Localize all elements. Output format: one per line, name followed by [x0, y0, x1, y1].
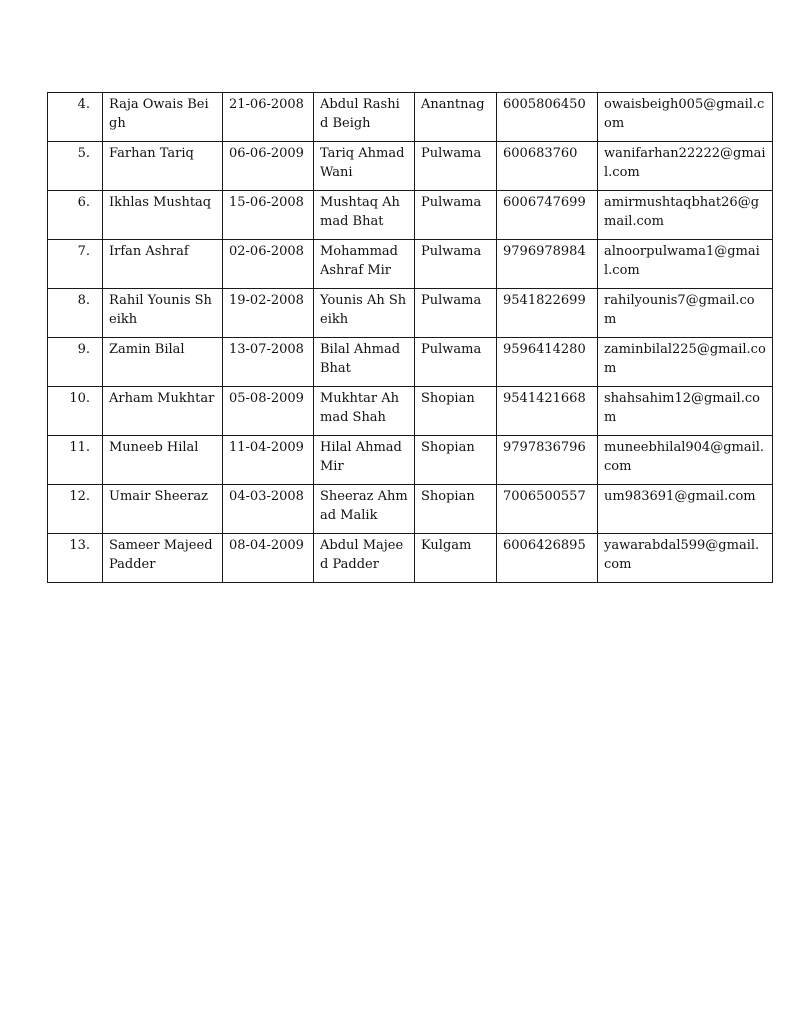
student-name-cell: Ikhlas Mushtaq: [103, 191, 223, 240]
father-name-cell: Bilal Ahmad Bhat: [314, 338, 415, 387]
email-cell: yawarabdal599@gmail.com: [598, 534, 773, 583]
date-of-birth-cell: 11-04-2009: [223, 436, 314, 485]
serial-number-cell: 9.: [48, 338, 103, 387]
date-of-birth-cell: 05-08-2009: [223, 387, 314, 436]
table-row: [48, 142, 773, 191]
father-name-cell: Mushtaq Ahmad Bhat: [314, 191, 415, 240]
phone-cell: 7006500557: [497, 485, 598, 534]
table-row: [48, 485, 773, 534]
table-row: [48, 289, 773, 338]
district-cell: Pulwama: [415, 338, 497, 387]
table-row: [48, 240, 773, 289]
student-name-cell: Muneeb Hilal: [103, 436, 223, 485]
student-name-cell: Arham Mukhtar: [103, 387, 223, 436]
serial-number-cell: 10.: [48, 387, 103, 436]
serial-number-cell: 11.: [48, 436, 103, 485]
district-cell: Shopian: [415, 485, 497, 534]
email-cell: shahsahim12@gmail.com: [598, 387, 773, 436]
date-of-birth-cell: 21-06-2008: [223, 93, 314, 142]
phone-cell: 9541421668: [497, 387, 598, 436]
email-cell: muneebhilal904@gmail.com: [598, 436, 773, 485]
email-cell: alnoorpulwama1@gmail.com: [598, 240, 773, 289]
father-name-cell: Abdul Rashid Beigh: [314, 93, 415, 142]
district-cell: Shopian: [415, 387, 497, 436]
father-name-cell: Mohammad Ashraf Mir: [314, 240, 415, 289]
date-of-birth-cell: 02-06-2008: [223, 240, 314, 289]
date-of-birth-cell: 19-02-2008: [223, 289, 314, 338]
phone-cell: 9541822699: [497, 289, 598, 338]
date-of-birth-cell: 06-06-2009: [223, 142, 314, 191]
phone-cell: 6006747699: [497, 191, 598, 240]
phone-cell: 6005806450: [497, 93, 598, 142]
father-name-cell: Tariq Ahmad Wani: [314, 142, 415, 191]
date-of-birth-cell: 04-03-2008: [223, 485, 314, 534]
student-records-table: [47, 92, 773, 583]
father-name-cell: Sheeraz Ahmad Malik: [314, 485, 415, 534]
date-of-birth-cell: 08-04-2009: [223, 534, 314, 583]
email-cell: wanifarhan22222@gmail.com: [598, 142, 773, 191]
email-cell: owaisbeigh005@gmail.com: [598, 93, 773, 142]
father-name-cell: Hilal Ahmad Mir: [314, 436, 415, 485]
email-cell: amirmushtaqbhat26@gmail.com: [598, 191, 773, 240]
student-name-cell: Raja Owais Beigh: [103, 93, 223, 142]
student-name-cell: Irfan Ashraf: [103, 240, 223, 289]
student-name-cell: Rahil Younis Sheikh: [103, 289, 223, 338]
student-name-cell: Zamin Bilal: [103, 338, 223, 387]
student-name-cell: Sameer Majeed Padder: [103, 534, 223, 583]
serial-number-cell: 12.: [48, 485, 103, 534]
district-cell: Anantnag: [415, 93, 497, 142]
district-cell: Shopian: [415, 436, 497, 485]
table-row: [48, 191, 773, 240]
phone-cell: 6006426895: [497, 534, 598, 583]
table-row: [48, 534, 773, 583]
serial-number-cell: 5.: [48, 142, 103, 191]
serial-number-cell: 13.: [48, 534, 103, 583]
serial-number-cell: 8.: [48, 289, 103, 338]
table-row: [48, 93, 773, 142]
table-body: [48, 93, 773, 583]
district-cell: Kulgam: [415, 534, 497, 583]
district-cell: Pulwama: [415, 191, 497, 240]
father-name-cell: Mukhtar Ahmad Shah: [314, 387, 415, 436]
date-of-birth-cell: 13-07-2008: [223, 338, 314, 387]
phone-cell: 9596414280: [497, 338, 598, 387]
email-cell: rahilyounis7@gmail.com: [598, 289, 773, 338]
district-cell: Pulwama: [415, 289, 497, 338]
email-cell: zaminbilal225@gmail.com: [598, 338, 773, 387]
phone-cell: 9797836796: [497, 436, 598, 485]
date-of-birth-cell: 15-06-2008: [223, 191, 314, 240]
serial-number-cell: 7.: [48, 240, 103, 289]
table-row: [48, 338, 773, 387]
serial-number-cell: 6.: [48, 191, 103, 240]
father-name-cell: Younis Ah Sheikh: [314, 289, 415, 338]
phone-cell: 9796978984: [497, 240, 598, 289]
student-name-cell: Farhan Tariq: [103, 142, 223, 191]
table-row: [48, 387, 773, 436]
phone-cell: 600683760: [497, 142, 598, 191]
student-name-cell: Umair Sheeraz: [103, 485, 223, 534]
email-cell: um983691@gmail.com: [598, 485, 773, 534]
serial-number-cell: 4.: [48, 93, 103, 142]
father-name-cell: Abdul Majeed Padder: [314, 534, 415, 583]
table-row: [48, 436, 773, 485]
district-cell: Pulwama: [415, 142, 497, 191]
district-cell: Pulwama: [415, 240, 497, 289]
